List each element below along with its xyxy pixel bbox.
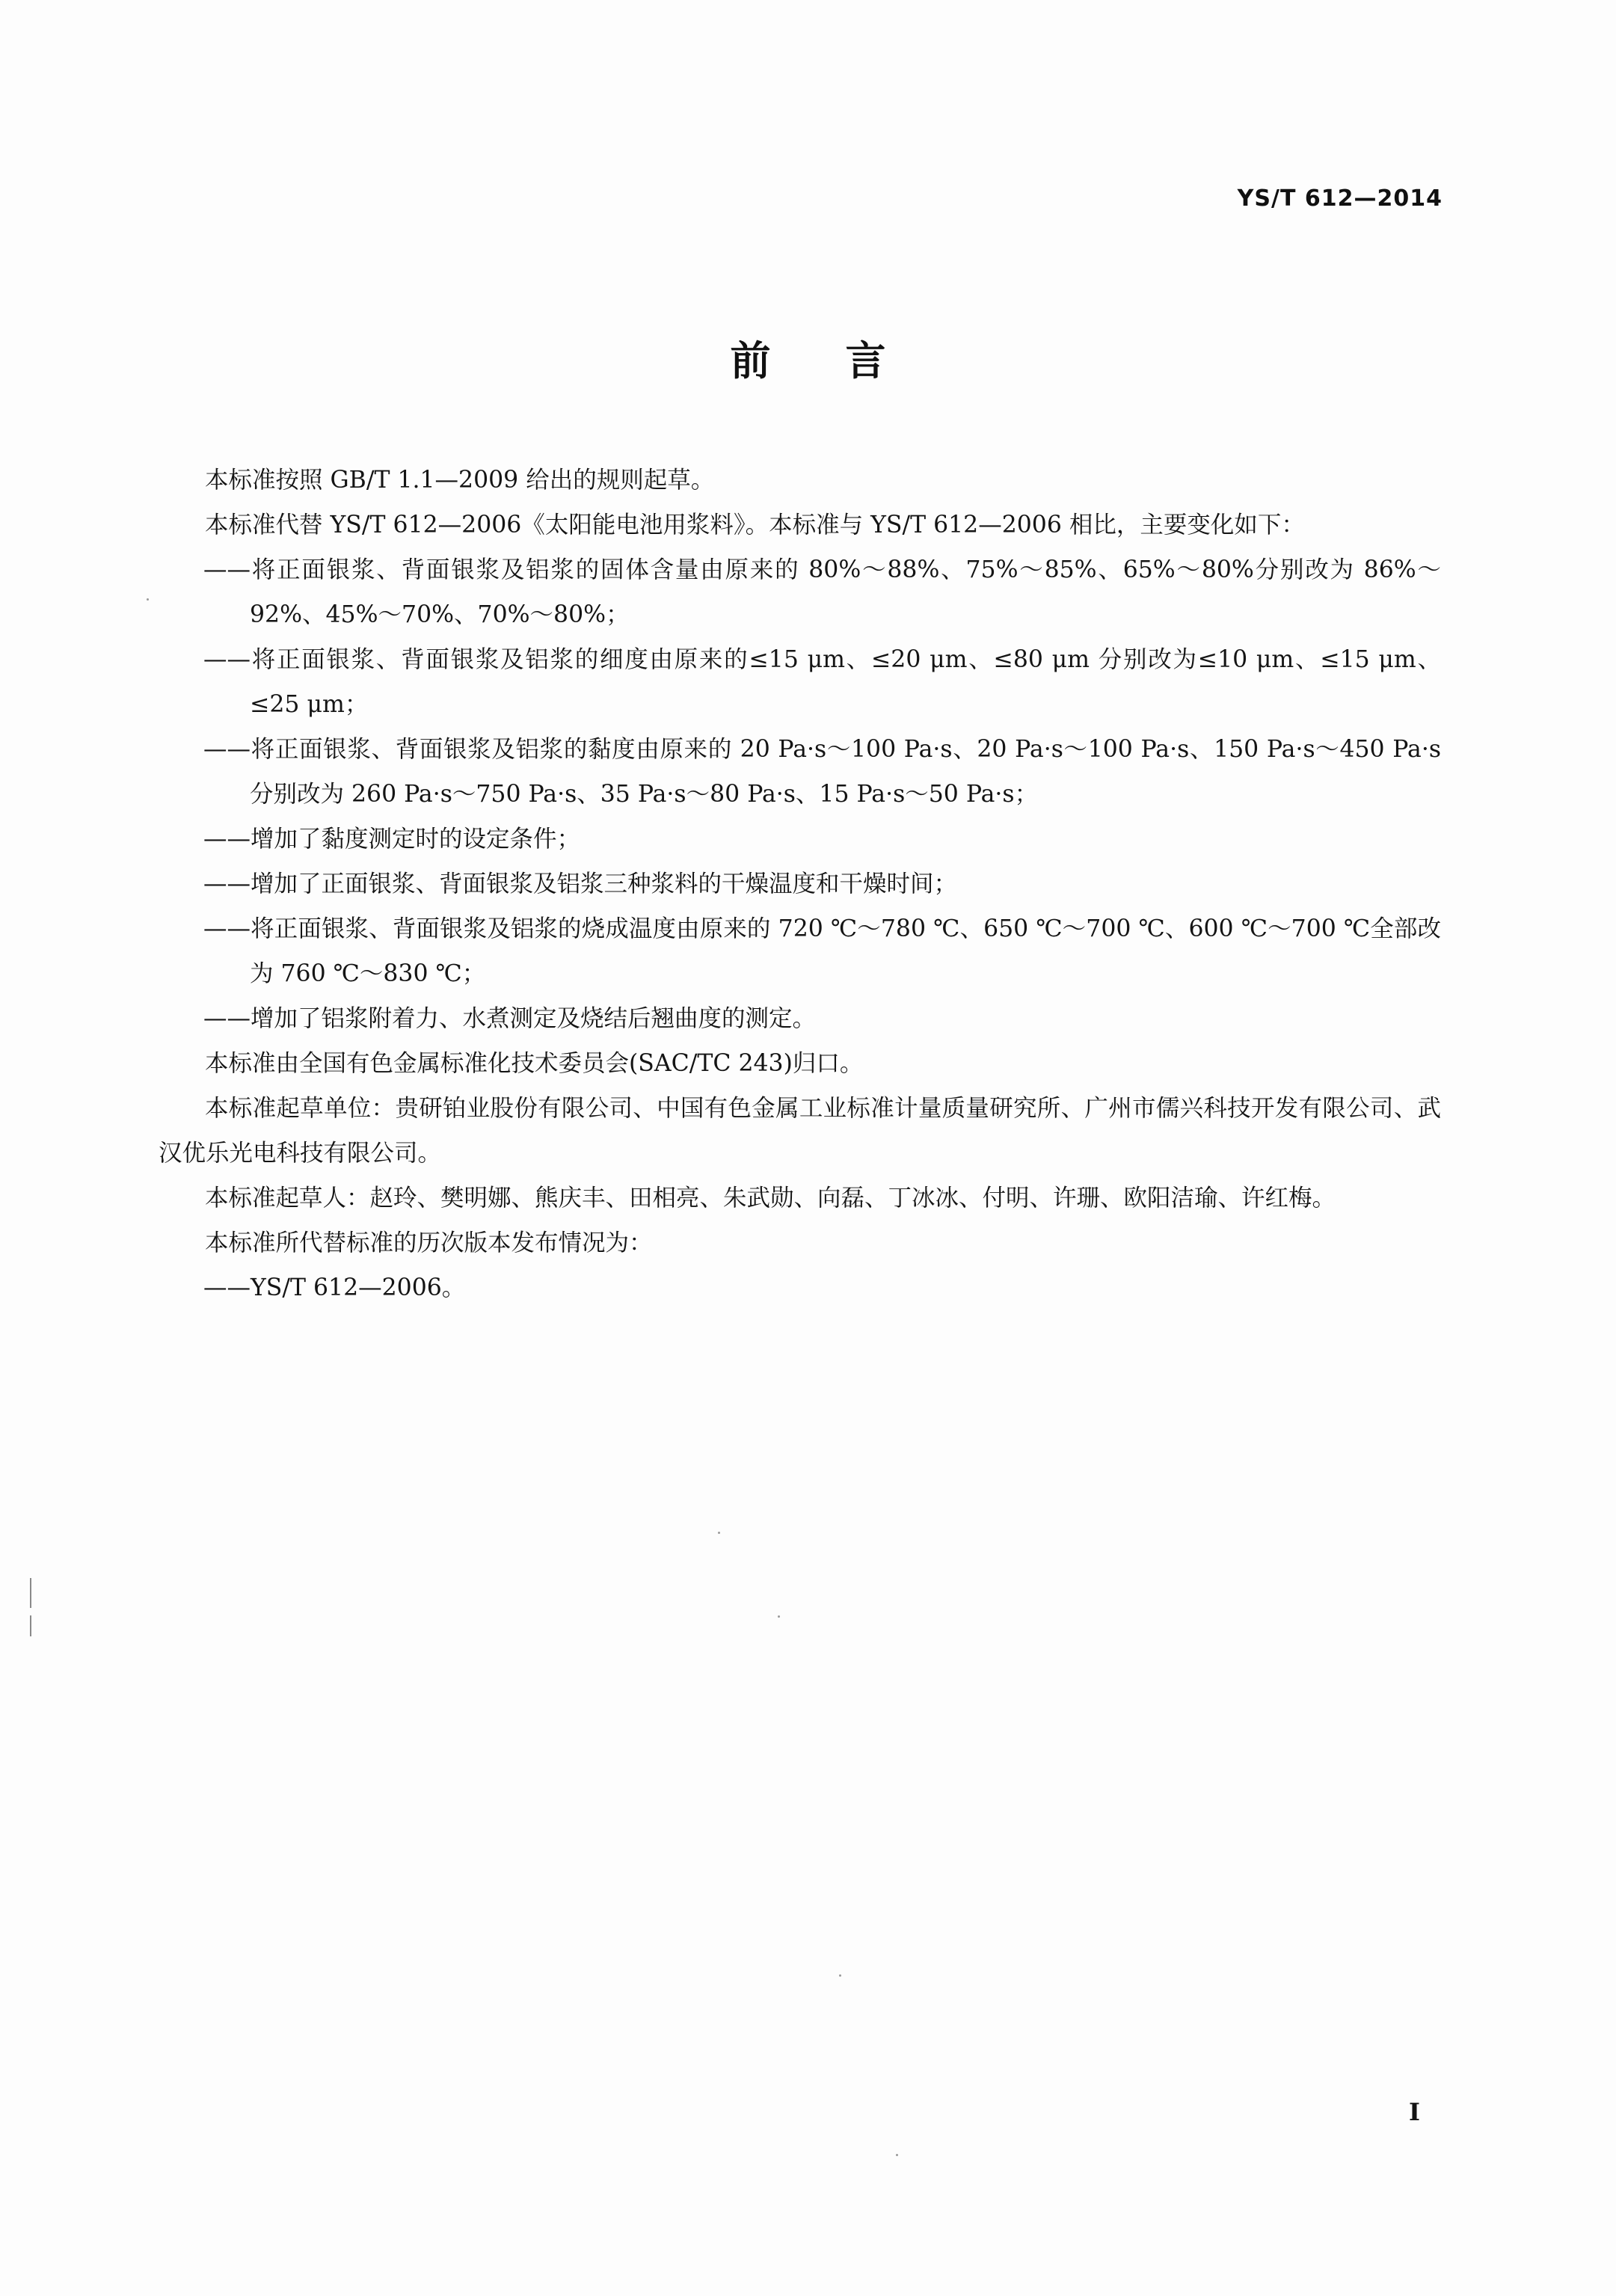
change-item-firing-temperature: ——将正面银浆、背面银浆及铝浆的烧成温度由原来的 720 ℃～780 ℃、650 ℃～700 ℃、600 ℃～700 ℃全部改为 760 ℃～830 ℃； xyxy=(203,915,1441,987)
paragraph-drafting-units: 本标准起草单位：贵研铂业股份有限公司、中国有色金属工业标准计量质量研究所、广州市儒兴科技开发有限公司、武汉优乐光电科技有限公司。 xyxy=(159,1095,1441,1167)
change-item-viscosity-conditions: ——增加了黏度测定时的设定条件； xyxy=(203,826,581,853)
paragraph-replacement: 本标准代替 YS/T 612—2006《太阳能电池用浆料》。本标准与 YS/T 612—2006 相比，主要变化如下： xyxy=(205,512,1305,538)
binding-mark xyxy=(30,1615,31,1636)
paragraph-drafters: 本标准起草人：赵玲、樊明娜、熊庆丰、田相亮、朱武勋、向磊、丁冰冰、付明、许珊、欧阳洁瑜、许红梅。 xyxy=(205,1185,1336,1212)
scan-speck xyxy=(147,598,149,601)
scan-speck xyxy=(778,1615,780,1618)
scan-speck xyxy=(718,1532,720,1534)
page-number: I xyxy=(1409,2098,1420,2126)
scan-speck xyxy=(839,1974,841,1977)
scan-speck xyxy=(896,2154,898,2156)
change-item-fineness: ——将正面银浆、背面银浆及铝浆的细度由原来的≤15 μm、≤20 μm、≤80 μm 分别改为≤10 μm、≤15 μm、≤25 μm； xyxy=(203,646,1441,718)
paragraph-committee: 本标准由全国有色金属标准化技术委员会(SAC/TC 243)归口。 xyxy=(205,1050,864,1077)
standard-number: YS/T 612—2014 xyxy=(1237,185,1443,212)
paragraph-drafting-rules: 本标准按照 GB/T 1.1—2009 给出的规则起草。 xyxy=(205,467,715,494)
change-item-adhesion: ——增加了铝浆附着力、水煮测定及烧结后翘曲度的测定。 xyxy=(203,1005,817,1032)
binding-mark xyxy=(30,1578,31,1608)
foreword-body xyxy=(159,458,1441,1310)
page-title: 前言 xyxy=(730,337,961,384)
paragraph-version-history: 本标准所代替标准的历次版本发布情况为： xyxy=(205,1230,653,1256)
change-item-viscosity: ——将正面银浆、背面银浆及铝浆的黏度由原来的 20 Pa·s～100 Pa·s、20 Pa·s～100 Pa·s、150 Pa·s～450 Pa·s 分别改为 260 Pa·s～750 Pa·s、35 Pa·s～80 Pa·s、15 Pa·s～50 Pa·s； xyxy=(203,736,1441,808)
change-item-drying: ——增加了正面银浆、背面银浆及铝浆三种浆料的干燥温度和干燥时间； xyxy=(203,871,958,897)
previous-version-item: ——YS/T 612—2006。 xyxy=(203,1274,466,1301)
change-item-solid-content: ——将正面银浆、背面银浆及铝浆的固体含量由原来的 80%～88%、75%～85%、65%～80%分别改为 86%～92%、45%～70%、70%～80%； xyxy=(203,556,1441,628)
